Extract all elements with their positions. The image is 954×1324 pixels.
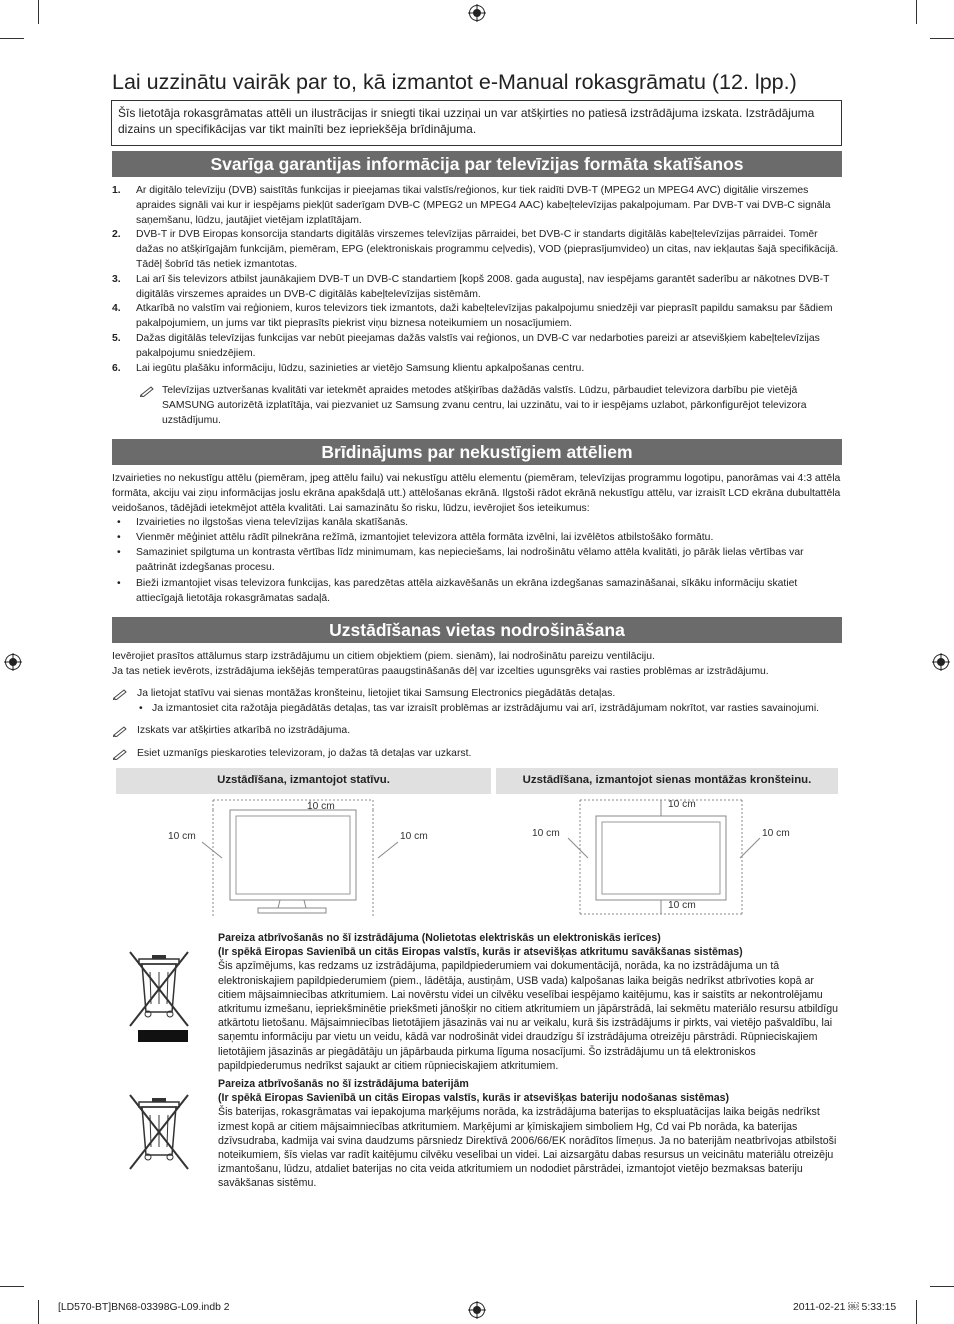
- clearance-top-label: 10 cm: [307, 801, 335, 812]
- bullet-text: Bieži izmantojiet visas televizora funkcijas, kas paredzētas attēla aizkavēšanās un ekrāna izdegšanas samazināšanai, sīkāku informāciju skatiet attiecīgajā lietotāja rokasgrāmatas sadaļā.: [136, 578, 798, 604]
- clearance-right-label: 10 cm: [400, 831, 428, 842]
- item-number: 1.: [112, 185, 121, 196]
- item-text: Ar digitālo televīziju (DVB) saistītās funkcijas ir pieejamas tikai valstīs/reģionos, kur tiek raidīti DVB-T (MPEG2 un MPEG4 AVC) digitālie virszemes apraides signāli vai kur ir iespējams piekļūt saderīgam DVB-C (MPEG2 un MPEG4 AAC) kabeļtelevīzijas pakalpojumam. Par DVB-T vai DVB-C signāla saņemšanu, lūdzu, jautājiet vietējam izplatītājam.: [136, 185, 831, 226]
- clearance-top-label: 10 cm: [668, 799, 696, 810]
- item-text: Lai arī šis televizors atbilst jaunākajiem DVB-T un DVB-C standartiem [kopš 2008. gada augusta], nav iespējams garantēt saderību ar nākotnes DVB-T digitālās virszemes apraides un DVB-C digitālās kabeļtelevīzijas sistēmām.: [136, 274, 830, 300]
- installation-intro-1: Ievērojiet prasītos attālumus starp izstrādājumu un citiem objektiem (piem. sienām), lai nodrošinātu pareizu ventilāciju.: [112, 651, 655, 662]
- item-text: Lai iegūtu plašāku informāciju, lūdzu, sazinieties ar vietējo Samsung klientu apkalpošanas centru.: [136, 363, 585, 374]
- installation-heading: Uzstādīšanas vietas nodrošināšana: [112, 617, 842, 643]
- item-text: Atkarībā no valstīm vai reģioniem, kuros televizors tiek izmantots, daži kabeļtelevīzijas pakalpojumu sniedzēji var pieprasīt papildu samaksu par šādiem pakalpojumiem, un jums var tikt pieprasīts piekrist viņu biznesa noteikumiem un nosacījumiem.: [136, 303, 833, 329]
- battery-text: Šis baterijas, rokasgrāmatas vai iepakojuma marķējums norāda, ka izstrādājuma baterijas to ekspluatācijas laika beigās nedrīkst izmest kopā ar citiem mājsaimniecības atkritumiem. Marķējumi ar ķīmiskajiem simboliem Hg, Cd vai Pb norāda, ka baterijas dzīvsudraba, kadmija vai svina daudzums pārsniedz Direktīvā 2006/66/EK norādītos līmeņus. Ja no baterijām neatbrīvojas atbilstoši noteikumiem, šīs vielas var radīt kaitējumu cilvēku veselībai un videi. Lai aizsargātu dabas resursus un veicinātu materiālu otreizēju izmantošanu, lūdzu, atdaliet baterijas no cita veida atkritumiem un nododiet pārstrādei, izmantojot vietējo bezmaksas bateriju savākšanas sistēmu.: [218, 1106, 837, 1190]
- warranty-note: Televīzijas uztveršanas kvalitāti var ietekmēt apraides metodes atšķirības dažādās valstīs. Lūdzu, pārbaudiet televizora darbību pie vietējā SAMSUNG autorizētā izplatītāja, vai piezvaniet uz Samsung zvanu centru, lai uzzinātu, vai to ir iespējams uzlabot, pārkonfigurējot televizora uzstādījumu.: [162, 385, 807, 426]
- disclaimer-box: Šīs lietotāja rokasgrāmatas attēli un ilustrācijas ir sniegti tikai uzziņai un var atšķirties no patiesā izstrādājuma izskata. Izstrādājuma dizains un specifikācijas var tikt mainīti bez iepriekšēja brīdinājuma.: [111, 100, 842, 146]
- installation-intro-2: Ja tas netiek ievērots, izstrādājuma iekšējās temperatūras paaugstināšanās dēļ var izcelties ugunsgrēks vai rasties problēmas ar izstrādājumu.: [112, 666, 769, 677]
- installation-note-2: Izskats var atšķirties atkarībā no izstrādājuma.: [137, 725, 351, 736]
- item-number: 2.: [112, 229, 121, 240]
- still-image-intro: Izvairieties no nekustīgu attēlu (piemēram, jpeg attēlu failu) vai nekustīgu attēlu elementu (piemēram, televīzijas programmu logotipu, panorāmas vai 4:3 attēla formāta, akciju vai ziņu informācijas joslu ekrāna apakšdaļā utt.) attēlošanas ekrānā. Ilgstoši rādot ekrānā nekustīgu attēlu, var izraisīt LCD ekrāna dubultattēla veidošanos, tādējādi ietekmējot attēla kvalitāti. Lai samazinātu šo risku, lūdzu, ievērojiet šos ieteikumus:: [112, 473, 841, 514]
- wall-installation-diagram: [530, 796, 800, 918]
- stand-installation-diagram: [160, 796, 440, 921]
- footer-timestamp: 2011-02-21 ￼ 5:33:15: [793, 1302, 897, 1313]
- crop-mark: [930, 1286, 954, 1287]
- note-pencil-icon: [113, 688, 129, 700]
- weee-disposal-block: [218, 931, 838, 1073]
- battery-disposal-block: [218, 1077, 838, 1191]
- battery-subtitle: (Ir spēkā Eiropas Savienībā un citās Eiropas valstīs, kurās ir atsevišķas bateriju nodošanas sistēmas): [218, 1092, 730, 1105]
- note-pencil-icon: [140, 385, 156, 397]
- still-image-heading: Brīdinājums par nekustīgiem attēliem: [112, 439, 842, 465]
- weee-subtitle: (Ir spēkā Eiropas Savienībā un citās Eiropas valstīs, kurās ir atsevišķas atkritumu savākšanas sistēmas): [218, 946, 743, 959]
- note-pencil-icon: [113, 725, 129, 737]
- stand-installation-label: Uzstādīšana, izmantojot statīvu.: [116, 768, 491, 794]
- installation-note-3: Esiet uzmanīgs pieskaroties televizoram, jo dažas tā detaļas var uzkarst.: [137, 748, 472, 759]
- clearance-left-label: 10 cm: [532, 828, 560, 839]
- wall-installation-label: Uzstādīšana, izmantojot sienas montāžas kronšteinu.: [496, 768, 838, 794]
- warranty-heading: Svarīga garantijas informācija par televīzijas formāta skatīšanos: [112, 151, 842, 177]
- clearance-left-label: 10 cm: [168, 831, 196, 842]
- weee-text: Šis apzīmējums, kas redzams uz izstrādājuma, papildpiederumiem vai dokumentācijā, norāda, ka no izstrādājuma un tā elektroniskajiem papildpiederumiem (piem., lādētāja, austiņām, USB vada) kalpošanas laika beigās nedrīkst atbrīvoties kopā ar citiem mājsaimniecības atkritumiem. Lai novērstu videi un cilvēku veselībai iespējamo kaitējumu, kas ir saistīts ar nekontrolējamu atkritumu izmešanu, iepriekšminētie priekšmeti jānošķir no citiem atkritumiem un jāpārstrādā, lai sekmētu materiālo resursu atbildīgu atkārtotu lietošanu. Mājsaimniecības lietotājiem jāsazinās vai nu ar veikalu, kurā šis izstrādājums ir pirkts, vai vietējo pašvaldību, lai saņemtu informāciju par vietu un veidu, kādā var nodrošināt videi draudzīgu šī izstrādājuma otreizēju pārstrādi. Rūpnieciskajiem lietotājiem jāsazinās ar piegādātāju un jāpārbauda pirkuma līguma nosacījumi. Šo izstrādājumu un tā elektroniskos papildpiederumus nedrīkst sajaukt ar citiem rūpnieciskajiem atkritumiem.: [218, 960, 838, 1072]
- bullet-text: Vienmēr mēģiniet attēlu rādīt pilnekrāna režīmā, izmantojiet televizora attēla formāta izvēlni, lai izvēlētos atbilstošāko formātu.: [136, 532, 714, 543]
- clearance-right-label: 10 cm: [762, 828, 790, 839]
- item-number: 3.: [112, 274, 121, 285]
- crop-mark: [930, 38, 954, 39]
- battery-title: Pareiza atbrīvošanās no šī izstrādājuma baterijām: [218, 1078, 469, 1090]
- crop-mark: [0, 1286, 24, 1287]
- clearance-bottom-label: 10 cm: [668, 900, 696, 911]
- note-pencil-icon: [113, 748, 129, 760]
- registration-mark-icon: [4, 653, 22, 671]
- registration-mark-icon: [932, 653, 950, 671]
- weee-crossed-bin-icon: [128, 950, 190, 1046]
- bullet-text: Izvairieties no ilgstošas viena televīzijas kanāla skatīšanās.: [136, 517, 409, 528]
- battery-crossed-bin-icon: [128, 1093, 190, 1171]
- crop-mark: [916, 0, 917, 24]
- item-number: 6.: [112, 363, 121, 374]
- registration-mark-icon: [468, 4, 486, 22]
- installation-note-1-bullet: Ja izmantosiet cita ražotāja piegādātās detaļas, tas var izraisīt problēmas ar izstrādājumu vai arī, izstrādājumam nokrītot, var rasties savainojumi.: [152, 703, 820, 714]
- installation-note-1: Ja lietojat statīvu vai sienas montāžas kronšteinu, lietojiet tikai Samsung Electronics piegādātās detaļas.: [137, 688, 616, 699]
- footer-file-info: [LD570-BT]BN68-03398G-L09.indb 2: [58, 1302, 230, 1313]
- registration-mark-icon: [468, 1301, 486, 1319]
- weee-title: Pareiza atbrīvošanās no šī izstrādājuma (Nolietotas elektriskās un elektroniskās ierīces): [218, 932, 661, 944]
- page-title: Lai uzzinātu vairāk par to, kā izmantot e-Manual rokasgrāmatu (12. lpp.): [112, 70, 797, 94]
- crop-mark: [916, 1300, 917, 1324]
- item-text: Dažas digitālās televīzijas funkcijas var nebūt pieejamas dažās valstīs vai reģionos, un DVB-C var nedarboties pareizi ar atsevišķiem kabeļtelevīzijas pakalpojumu sniedzējiem.: [136, 333, 820, 359]
- crop-mark: [38, 1300, 39, 1324]
- crop-mark: [38, 0, 39, 24]
- item-text: DVB-T ir DVB Eiropas konsorcija standarts digitālās virszemes televīzijas pārraidei, bet DVB-C ir standarts digitālās kabeļtelevīzijas pārraidei. Tomēr dažas no atšķirīgajām funkcijām, piemēram, EPG (elektroniskais programmu ceļvedis), VOD (pieprasījumvideo) un citas, nav iekļautas šajā specifikācijā. Tādēļ šobrīd tās netiek izmantotas.: [136, 229, 839, 270]
- item-number: 5.: [112, 333, 121, 344]
- crop-mark: [0, 38, 24, 39]
- item-number: 4.: [112, 303, 121, 314]
- bullet-text: Samaziniet spilgtuma un kontrasta vērtības līdz minimumam, kas nepieciešams, lai nodrošinātu vēlamo attēla kvalitāti, jo pārāk lielas vērtības var paātrināt izdegšanas procesu.: [136, 547, 804, 573]
